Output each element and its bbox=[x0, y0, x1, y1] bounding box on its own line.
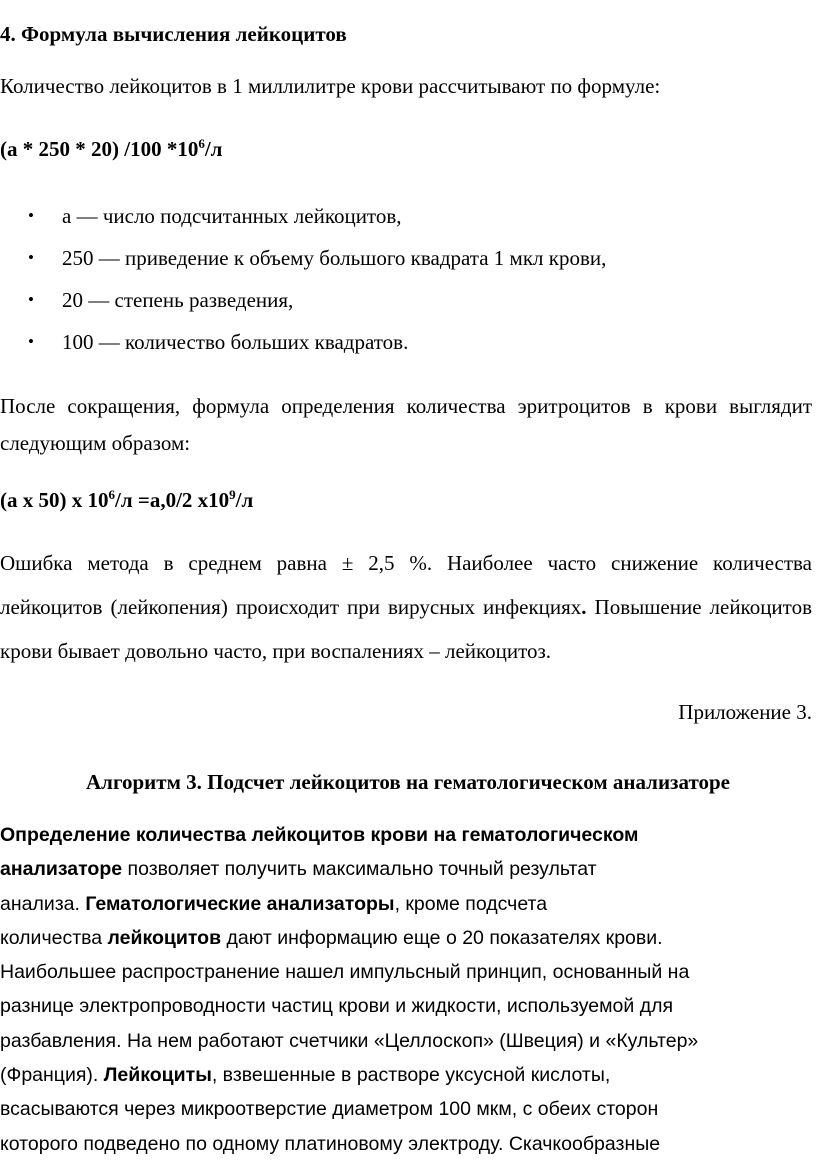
formula-reduced bbox=[0, 488, 816, 513]
line-text: , кроме подсчета bbox=[394, 892, 548, 915]
appendix-label: Приложение 3. bbox=[678, 700, 812, 724]
paragraph-text: Ошибка метода в среднем равна ± 2,5 %. Наиболее часто снижение количества лейкоцитов (лейкопения) происходит при вирусных инфекциях bbox=[0, 551, 812, 619]
line-text: Наибольшее распространение нашел импульсный принцип, основанный на bbox=[0, 961, 690, 984]
list-item: • а — число подсчитанных лейкоцитов, bbox=[0, 195, 606, 237]
formula-exponent: 6 bbox=[108, 487, 115, 502]
bold-text: анализаторе bbox=[0, 858, 123, 881]
text-line bbox=[0, 1092, 812, 1126]
formula-part: /л =а,0/2 х10 bbox=[115, 488, 230, 512]
reduction-paragraph: После сокращения, формула определения количества эритроцитов в крови выглядит следующим образом: bbox=[0, 394, 812, 455]
section-heading: 4. Формула вычисления лейкоцитов bbox=[0, 22, 347, 46]
bold-text: Определение количества лейкоцитов крови на гематологическом bbox=[0, 824, 639, 846]
line-text: всасываются через микроотверстие диаметром 100 мкм, с обеих сторон bbox=[0, 1098, 659, 1121]
formula-unit: /л bbox=[204, 137, 223, 161]
line-text: дают информацию еще о 20 показателях крови. bbox=[221, 926, 663, 949]
text-line bbox=[0, 921, 812, 955]
text-line bbox=[0, 989, 812, 1023]
text-line bbox=[0, 1024, 812, 1058]
algorithm-title: Алгоритм 3. Подсчет лейкоцитов на гематологическом анализаторе bbox=[86, 770, 730, 794]
analyzer-description bbox=[0, 818, 812, 1161]
line-text: позволяет получить максимально точный результат bbox=[122, 858, 597, 881]
formula-exponent: 6 bbox=[198, 136, 205, 151]
formula-legend-list bbox=[0, 195, 606, 363]
formula-part: (а х 50) х 10 bbox=[0, 488, 109, 512]
intro-text: Количество лейкоцитов в 1 миллилитре крови рассчитывают по формуле: bbox=[0, 74, 661, 98]
text-line bbox=[0, 887, 812, 921]
formula-main: (а * 250 * 20) /100 *10 bbox=[0, 137, 199, 161]
list-item: • 100 — количество больших квадратов. bbox=[0, 321, 606, 363]
text-line bbox=[0, 1058, 812, 1092]
list-item: • 20 — степень разведения, bbox=[0, 279, 606, 321]
line-text: разнице электропроводности частиц крови и жидкости, используемой для bbox=[0, 995, 674, 1018]
paragraph-bold-dot: . bbox=[581, 595, 587, 619]
bold-text: лейкоцитов bbox=[107, 926, 222, 949]
bold-text: Гематологические анализаторы bbox=[85, 892, 395, 915]
text-line bbox=[0, 1127, 812, 1161]
line-text: которого подведено по одному платиновому электроду. Скачкообразные bbox=[0, 1132, 661, 1155]
list-item: • 250 — приведение к объему большого квадрата 1 мкл крови, bbox=[0, 237, 606, 279]
line-text: (Франция). bbox=[0, 1064, 104, 1087]
line-text: анализа. bbox=[0, 892, 86, 915]
line-text: разбавления. На нем работают счетчики «Целлоскоп» (Швеция) и «Культер» bbox=[0, 1029, 699, 1052]
text-line bbox=[0, 955, 812, 989]
bold-text: Лейкоциты bbox=[103, 1064, 212, 1087]
text-line bbox=[0, 818, 812, 852]
line-text: количества bbox=[0, 926, 108, 949]
paragraph-text: Повышение лейкоцитов крови бывает довольно часто, при воспалениях – лейкоцитоз. bbox=[0, 595, 812, 663]
formula-leukocytes bbox=[0, 137, 816, 162]
formula-exponent: 9 bbox=[229, 487, 236, 502]
formula-unit: /л bbox=[235, 488, 254, 512]
line-text: , взвешенные в растворе уксусной кислоты, bbox=[211, 1064, 611, 1087]
error-paragraph bbox=[0, 541, 812, 673]
text-line bbox=[0, 852, 812, 886]
